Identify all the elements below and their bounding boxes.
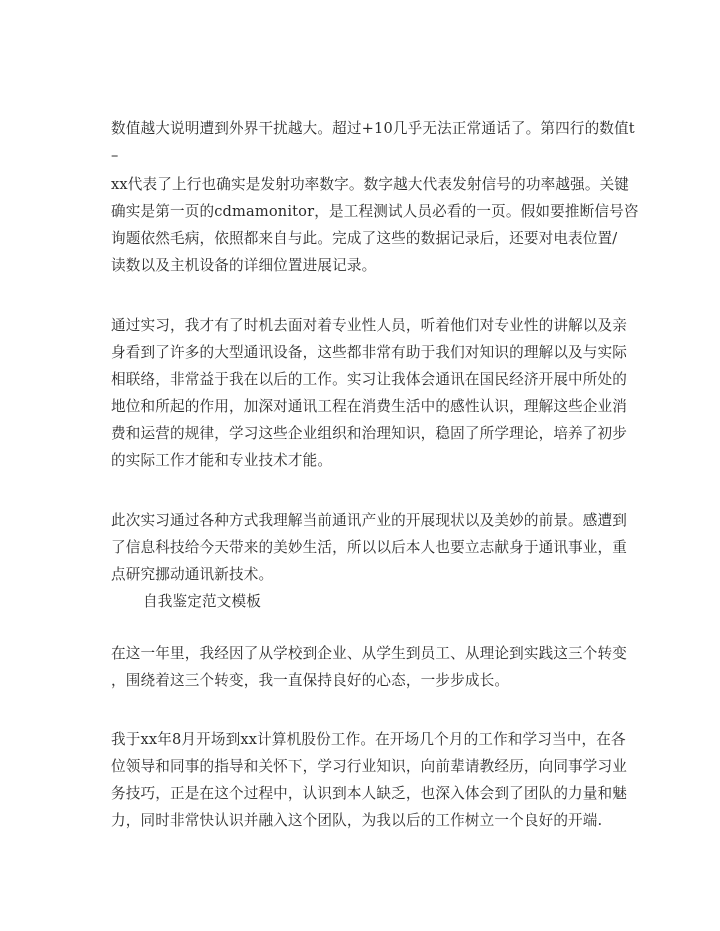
paragraph-3-line-2: 了信息科技给今天带来的美妙生活，所以以后本人也要立志献身于通讯事业，重	[111, 539, 628, 556]
paragraph-5-line-4: 力，同时非常快认识并融入这个团队，为我以后的工作树立一个良好的开端.	[111, 812, 603, 829]
paragraph-1-line-5: 询题依然毛病，依照都来自与此。完成了这些的数据记录后，还要对电表位置/	[111, 230, 618, 247]
paragraph-2-line-3: 相联络，非常益于我在以后的工作。实习让我体会通讯在国民经济开展中所处的	[111, 371, 628, 388]
paragraph-1-line-6: 读数以及主机设备的详细位置进展记录。	[111, 257, 377, 274]
paragraph-1-line-3: xx代表了上行也确实是发射功率数字。数字越大代表发射信号的功率越强。关键	[111, 176, 630, 193]
paragraph-2-line-4: 地位和所起的作用，加深对通讯工程在消费生活中的感性认识，理解这些企业消	[111, 398, 628, 415]
paragraph-2-line-2: 身看到了许多的大型通讯设备，这些都非常有助于我们对知识的理解以及与实际	[111, 344, 628, 361]
paragraph-5-line-2: 位领导和同事的指导和关怀下，学习行业知识，向前辈请教经历，向同事学习业	[111, 758, 628, 775]
paragraph-1-line-1: 数值越大说明遭到外界干扰越大。超过+10几乎无法正常通话了。第四行的数值t	[111, 120, 635, 137]
paragraph-2-line-6: 的实际工作才能和专业技术才能。	[111, 452, 333, 469]
paragraph-5-line-1: 我于xx年8月开场到xx计算机股份工作。在开场几个月的工作和学习当中，在各	[111, 731, 626, 748]
section-heading: 自我鉴定范文模板	[143, 593, 261, 610]
paragraph-4-line-1: 在这一年里，我经因了从学校到企业、从学生到员工、从理论到实践这三个转变	[111, 645, 628, 662]
paragraph-2-line-5: 费和运营的规律，学习这些企业组织和治理知识，稳固了所学理论，培养了初步	[111, 425, 628, 442]
paragraph-5-line-3: 务技巧，正是在这个过程中，认识到本人缺乏，也深入体会到了团队的力量和魅	[111, 785, 628, 802]
paragraph-1-line-4: 确实是第一页的cdmamonitor，是工程测试人员必看的一页。假如要推断信号咨	[111, 203, 639, 220]
paragraph-4-line-2: ，围绕着这三个转变，我一直保持良好的心态，一步步成长。	[111, 672, 510, 689]
paragraph-3-line-3: 点研究挪动通讯新技术。	[111, 566, 274, 583]
paragraph-1-line-2: –	[111, 147, 119, 164]
paragraph-3-line-1: 此次实习通过各种方式我理解当前通讯产业的开展现状以及美妙的前景。感遭到	[111, 512, 628, 529]
paragraph-2-line-1: 通过实习，我才有了时机去面对着专业性人员，听着他们对专业性的讲解以及亲	[111, 317, 628, 334]
